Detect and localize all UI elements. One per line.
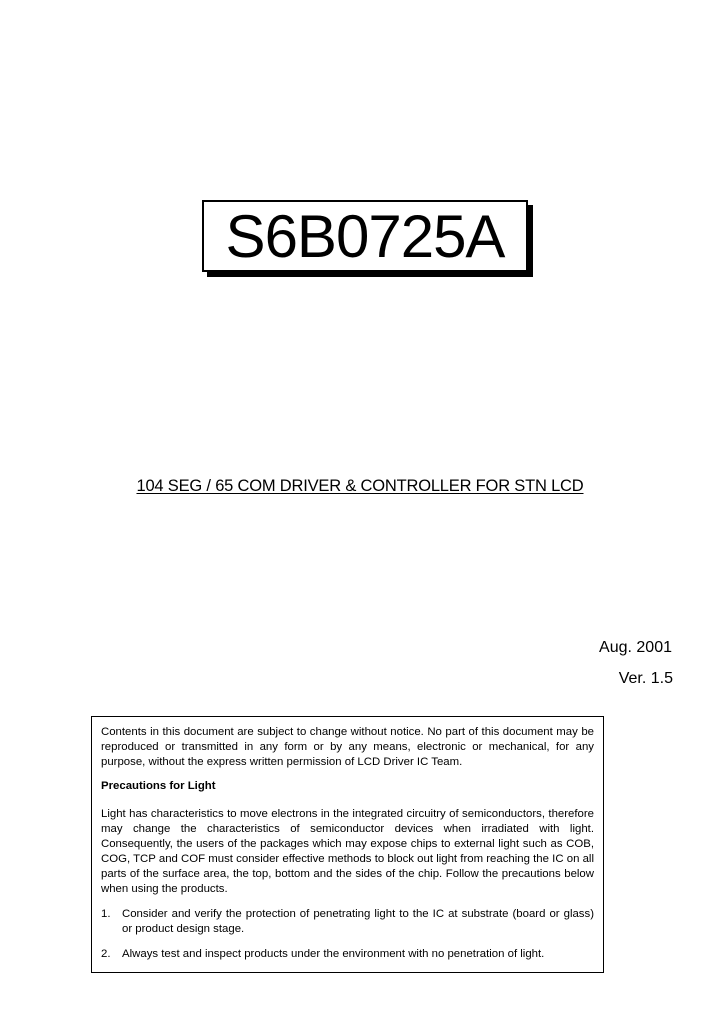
list-item-text: Consider and verify the protection of penetrating light to the IC at substrate (board or glass) or product design stage. [122,908,594,935]
list-item [101,907,594,937]
list-item [101,947,594,962]
notice-intro: Contents in this document are subject to change without notice. No part of this document may be reproduced or transmitted in any form or by any means, electronic or mechanical, for any purpose, without the express written permission of LCD Driver IC Team. [101,726,594,768]
notice-body: Light has characteristics to move electrons in the integrated circuitry of semiconductors, therefore may change the characteristics of semiconductor devices when irradiated with light. Consequently, the users of the packages which may expose chips to external light such as COB, COG, TCP and COF must consider effective methods to block out light from reaching the IC on all parts of the surface area, the top, bottom and the sides of the chip. Follow the precautions below when using the products. [101,808,594,895]
part-number-title: S6B0725A [225,203,505,270]
precaution-list [101,907,594,962]
document-date: Aug. 2001 [599,639,672,656]
document-version: Ver. 1.5 [618,670,673,687]
list-item-text: Always test and inspect products under the environment with no penetration of light. [122,948,545,960]
list-item-number: 2. [101,948,111,960]
notice-heading: Precautions for Light [101,780,216,792]
notice-box [91,716,604,973]
part-number-box [202,200,528,272]
document-subtitle: 104 SEG / 65 COM DRIVER & CONTROLLER FOR STN LCD [136,477,584,495]
list-item-number: 1. [101,908,111,920]
